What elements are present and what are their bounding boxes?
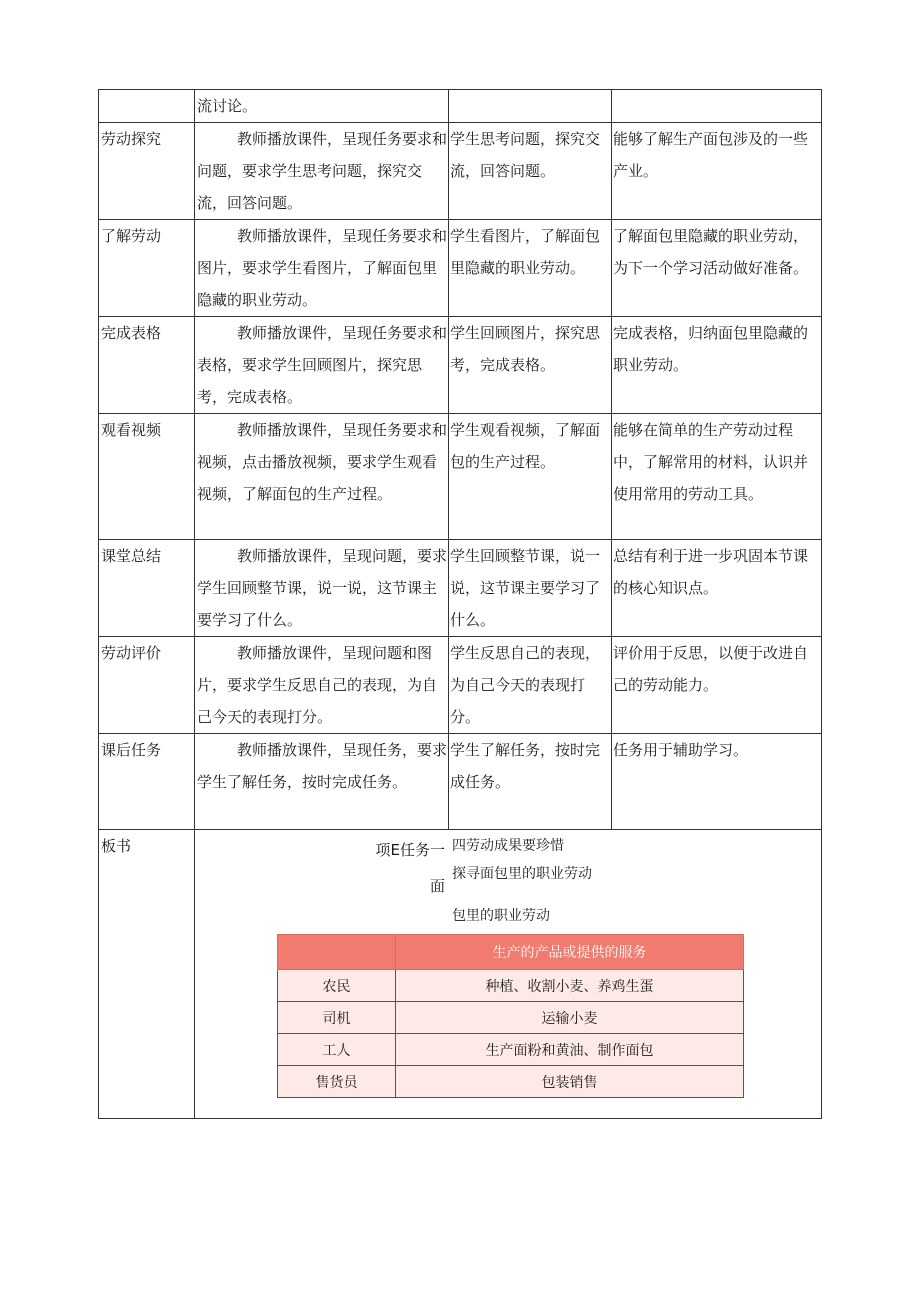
teacher-activity-cell: 教师播放课件，呈现任务要求和表格，要求学生回顾图片，探究思考，完成表格。 — [195, 317, 449, 414]
stage-cell: 了解劳动 — [99, 220, 195, 317]
table-row — [99, 220, 822, 317]
purpose-cell: 能够在简单的生产劳动过程中，了解常用的材料，认识并使用常用的劳动工具。 — [612, 414, 822, 540]
student-activity-cell: 学生观看视频，了解面包的生产过程。 — [449, 414, 612, 540]
table-row — [99, 90, 822, 123]
stage-cell: 劳动评价 — [99, 637, 195, 734]
table-row — [278, 1066, 744, 1098]
role-cell: 司机 — [278, 1002, 396, 1034]
purpose-cell: 评价用于反思，以便于改进自己的劳动能力。 — [612, 637, 822, 734]
stage-cell: 观看视频 — [99, 414, 195, 540]
table-row — [278, 970, 744, 1002]
table-row — [99, 123, 822, 220]
stage-cell: 劳动探究 — [99, 123, 195, 220]
table-row — [99, 317, 822, 414]
service-cell: 生产面粉和黄油、制作面包 — [396, 1034, 744, 1066]
board-label: 板书 — [99, 830, 195, 1119]
purpose-cell — [612, 90, 822, 123]
table-row — [278, 1002, 744, 1034]
stage-cell — [99, 90, 195, 123]
purpose-cell: 总结有利于进一步巩固本节课的核心知识点。 — [612, 540, 822, 637]
occupation-header-row — [278, 935, 744, 970]
table-row — [99, 540, 822, 637]
teacher-activity-cell: 教师播放课件，呈现任务要求和问题，要求学生思考问题，探究交流，回答问题。 — [195, 123, 449, 220]
role-cell: 工人 — [278, 1034, 396, 1066]
purpose-cell: 能够了解生产面包涉及的一些产业。 — [612, 123, 822, 220]
service-cell: 运输小麦 — [396, 1002, 744, 1034]
student-activity-cell: 学生看图片，了解面包里隐藏的职业劳动。 — [449, 220, 612, 317]
board-right-line3: 包里的职业劳动 — [452, 908, 550, 924]
stage-cell: 完成表格 — [99, 317, 195, 414]
board-left-line2: 面 — [429, 877, 445, 895]
teacher-activity-cell: 教师播放课件，呈现问题，要求学生回顾整节课，说一说，这节课主要学习了什么。 — [195, 540, 449, 637]
teacher-activity-cell: 流讨论。 — [195, 90, 449, 123]
teacher-activity-cell: 教师播放课件，呈现任务要求和视频，点击播放视频，要求学生观看视频，了解面包的生产过程。 — [195, 414, 449, 540]
teacher-activity-cell: 教师播放课件，呈现任务，要求学生了解任务，按时完成任务。 — [195, 734, 449, 830]
occupation-header: 生产的产品或提供的服务 — [396, 935, 744, 970]
board-right-line1: 四劳动成果要珍惜 — [452, 838, 564, 854]
role-cell: 售货员 — [278, 1066, 396, 1098]
board-right-line2: 探寻面包里的职业劳动 — [452, 866, 592, 882]
service-cell: 种植、收割小麦、养鸡生蛋 — [396, 970, 744, 1002]
stage-cell: 课堂总结 — [99, 540, 195, 637]
purpose-cell: 完成表格，归纳面包里隐藏的职业劳动。 — [612, 317, 822, 414]
student-activity-cell: 学生回顾图片，探究思考，完成表格。 — [449, 317, 612, 414]
teacher-activity-cell: 教师播放课件，呈现问题和图片，要求学生反思自己的表现，为自己今天的表现打分。 — [195, 637, 449, 734]
student-activity-cell: 学生思考问题，探究交流，回答问题。 — [449, 123, 612, 220]
role-cell: 农民 — [278, 970, 396, 1002]
student-activity-cell: 学生反思自己的表现，为自己今天的表现打分。 — [449, 637, 612, 734]
service-cell: 包装销售 — [396, 1066, 744, 1098]
stage-cell: 课后任务 — [99, 734, 195, 830]
table-row — [99, 637, 822, 734]
student-activity-cell: 学生了解任务，按时完成任务。 — [449, 734, 612, 830]
table-row — [99, 414, 822, 540]
purpose-cell: 任务用于辅助学习。 — [612, 734, 822, 830]
student-activity-cell: 学生回顾整节课，说一说，这节课主要学习了什么。 — [449, 540, 612, 637]
table-row — [99, 734, 822, 830]
occupation-header-blank — [278, 935, 396, 970]
board-left-line1: 项E任务一 — [375, 841, 445, 859]
purpose-cell: 了解面包里隐藏的职业劳动，为下一个学习活动做好准备。 — [612, 220, 822, 317]
teacher-activity-cell: 教师播放课件，呈现任务要求和图片，要求学生看图片，了解面包里隐藏的职业劳动。 — [195, 220, 449, 317]
occupation-table — [277, 934, 744, 1098]
student-activity-cell — [449, 90, 612, 123]
table-row — [278, 1034, 744, 1066]
